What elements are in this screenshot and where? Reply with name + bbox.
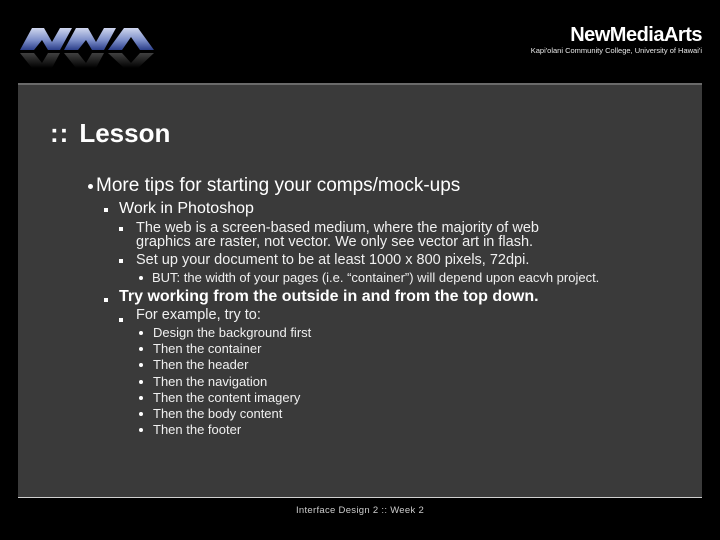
list-item: More tips for starting your comps/mock-ups — [96, 175, 461, 196]
list-item: Design the background first — [153, 325, 312, 340]
title-prefix: :: — [50, 118, 70, 148]
bullet-icon — [88, 184, 93, 189]
nma-logo — [18, 22, 160, 72]
panel-bottom-divider — [18, 497, 702, 498]
bullet-icon — [139, 347, 143, 351]
list-item: Then the content imagery — [153, 390, 301, 405]
list-item: Try working from the outside in and from the top down. — [119, 288, 539, 305]
bullet-icon — [139, 412, 143, 416]
bullet-icon — [119, 259, 123, 263]
list-item: Set up your document to be at least 1000 x 800 pixels, 72dpi. — [136, 252, 530, 268]
bullet-icon — [104, 208, 108, 212]
bullet-icon — [139, 363, 143, 367]
list-item: Then the container — [153, 341, 262, 356]
bullet-icon — [139, 331, 143, 335]
brand-name: NewMediaArts — [570, 24, 702, 46]
slide-footer: Interface Design 2 :: Week 2 — [295, 505, 425, 516]
list-item: Then the footer — [153, 422, 242, 437]
bullet-icon — [139, 428, 143, 432]
list-item: For example, try to: — [136, 307, 261, 323]
bullet-icon — [104, 298, 108, 302]
bullet-icon — [119, 318, 123, 322]
bullet-icon — [119, 227, 123, 231]
list-item: The web is a screen-based medium, where the majority of web — [136, 220, 539, 236]
bullet-icon — [139, 396, 143, 400]
list-item: Then the header — [153, 357, 249, 372]
list-item: Then the navigation — [153, 374, 268, 389]
title-text: Lesson — [79, 118, 171, 148]
bullet-icon — [139, 380, 143, 384]
list-item: BUT: the width of your pages (i.e. “container”) will depend upon eacvh project. — [152, 270, 600, 285]
list-item-continuation: graphics are raster, not vector. We only see vector art in flash. — [136, 234, 534, 250]
bullet-icon — [139, 276, 143, 280]
list-item: Work in Photoshop — [119, 200, 254, 217]
brand-logo — [531, 24, 702, 55]
list-item: Then the body content — [153, 406, 283, 421]
panel-top-divider — [18, 83, 702, 85]
slide-title — [50, 118, 170, 149]
brand-subtitle: Kapi'olani Community College, University of Hawai'i — [530, 46, 702, 55]
